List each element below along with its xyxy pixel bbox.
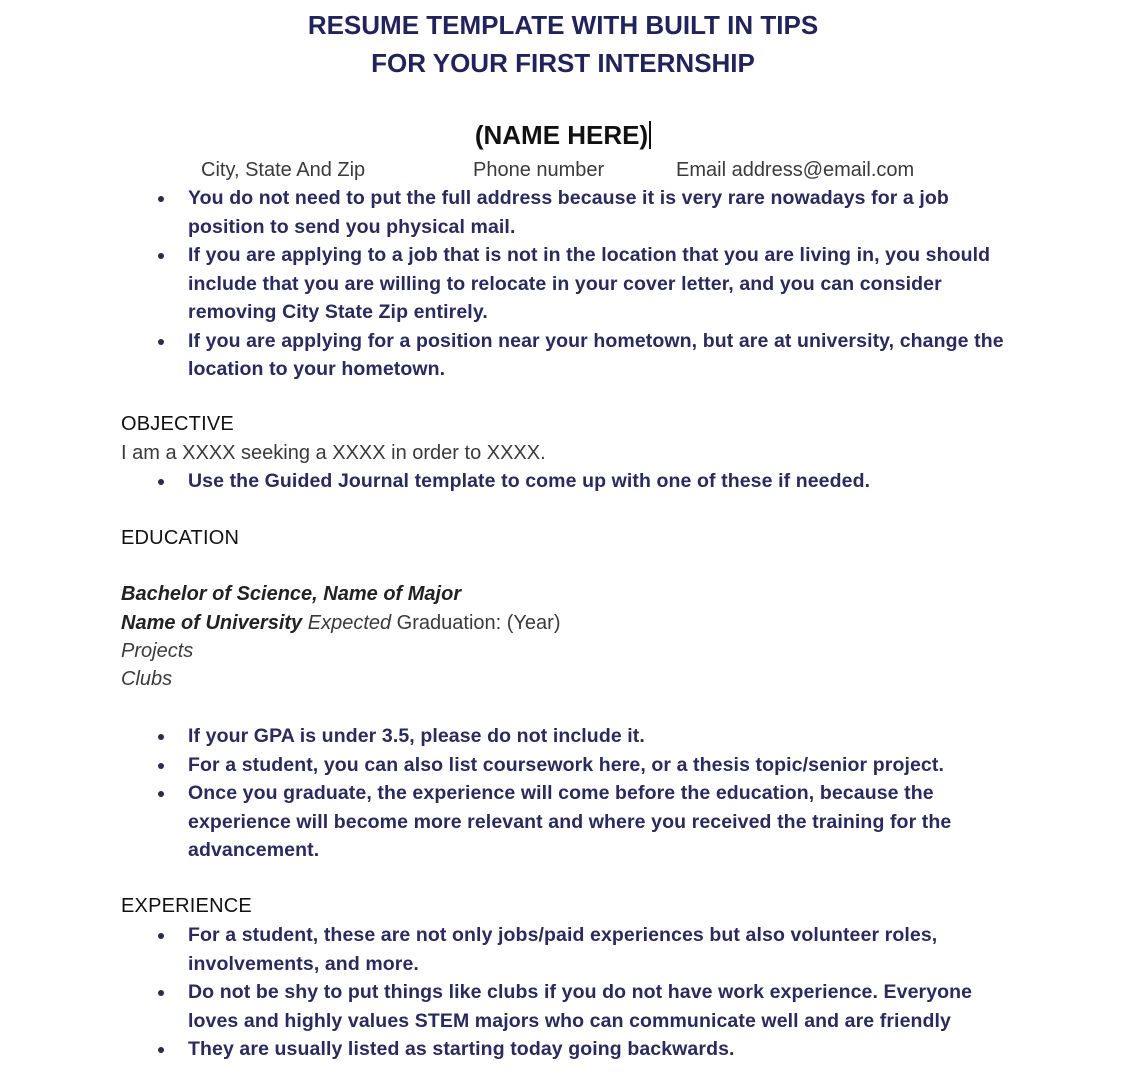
contact-city[interactable]: City, State And Zip	[201, 159, 366, 181]
objective-heading: OBJECTIVE	[121, 413, 234, 435]
tip-item: For a student, you can also list coursework here, or a thesis topic/senior project.	[155, 751, 1025, 780]
education-heading: EDUCATION	[121, 527, 240, 549]
tip-item: Use the Guided Journal template to come up with one of these if needed.	[155, 467, 1025, 496]
tip-item: If your GPA is under 3.5, please do not include it.	[155, 722, 1025, 751]
contact-email[interactable]: Email address@email.com	[676, 159, 915, 181]
degree-line[interactable]: Bachelor of Science, Name of Major	[121, 583, 462, 605]
document-title-line-2: FOR YOUR FIRST INTERNSHIP	[371, 48, 755, 78]
tip-item: If you are applying to a job that is not in the location that you are living in, you should include that you are willing to relocate in your cover letter, and you can consider removing City State Zip entirely.	[155, 241, 1025, 327]
university-line[interactable]	[121, 609, 560, 637]
experience-tips-list	[155, 921, 1025, 1064]
objective-text[interactable]: I am a XXXX seeking a XXXX in order to XXXX.	[121, 442, 546, 464]
contact-phone[interactable]: Phone number	[473, 159, 605, 181]
tip-item: If you are applying for a position near your hometown, but are at university, change the location to your hometown.	[155, 327, 1025, 384]
contact-tips-list	[155, 184, 1025, 384]
projects-line[interactable]: Projects	[121, 640, 194, 662]
expected-label: Expected	[307, 612, 392, 634]
name-heading[interactable]	[0, 118, 1126, 152]
tip-item: For a student, these are not only jobs/paid experiences but also volunteer roles, involvements, and more.	[155, 921, 1025, 978]
clubs-line[interactable]: Clubs	[121, 668, 173, 690]
tip-item: Once you graduate, the experience will come before the education, because the experience will become more relevant and where you received the training for the advancement.	[155, 779, 1025, 865]
name-text[interactable]: (NAME HERE)	[474, 120, 649, 150]
objective-tips-list	[155, 467, 1025, 496]
text-cursor	[649, 121, 651, 149]
experience-heading: EXPERIENCE	[121, 895, 252, 917]
tip-item: Do not be shy to put things like clubs if you do not have work experience. Everyone loves and highly values STEM majors who can communicate well and are friendly	[155, 978, 1025, 1035]
university-name: Name of University	[121, 612, 303, 634]
tip-item: They are usually listed as starting today going backwards.	[155, 1035, 1025, 1064]
graduation-year: Graduation: (Year)	[391, 612, 561, 634]
document-title-line-1: RESUME TEMPLATE WITH BUILT IN TIPS	[307, 10, 819, 40]
tip-item: You do not need to put the full address because it is very rare nowadays for a job position to send you physical mail.	[155, 184, 1025, 241]
education-tips-list	[155, 722, 1025, 865]
